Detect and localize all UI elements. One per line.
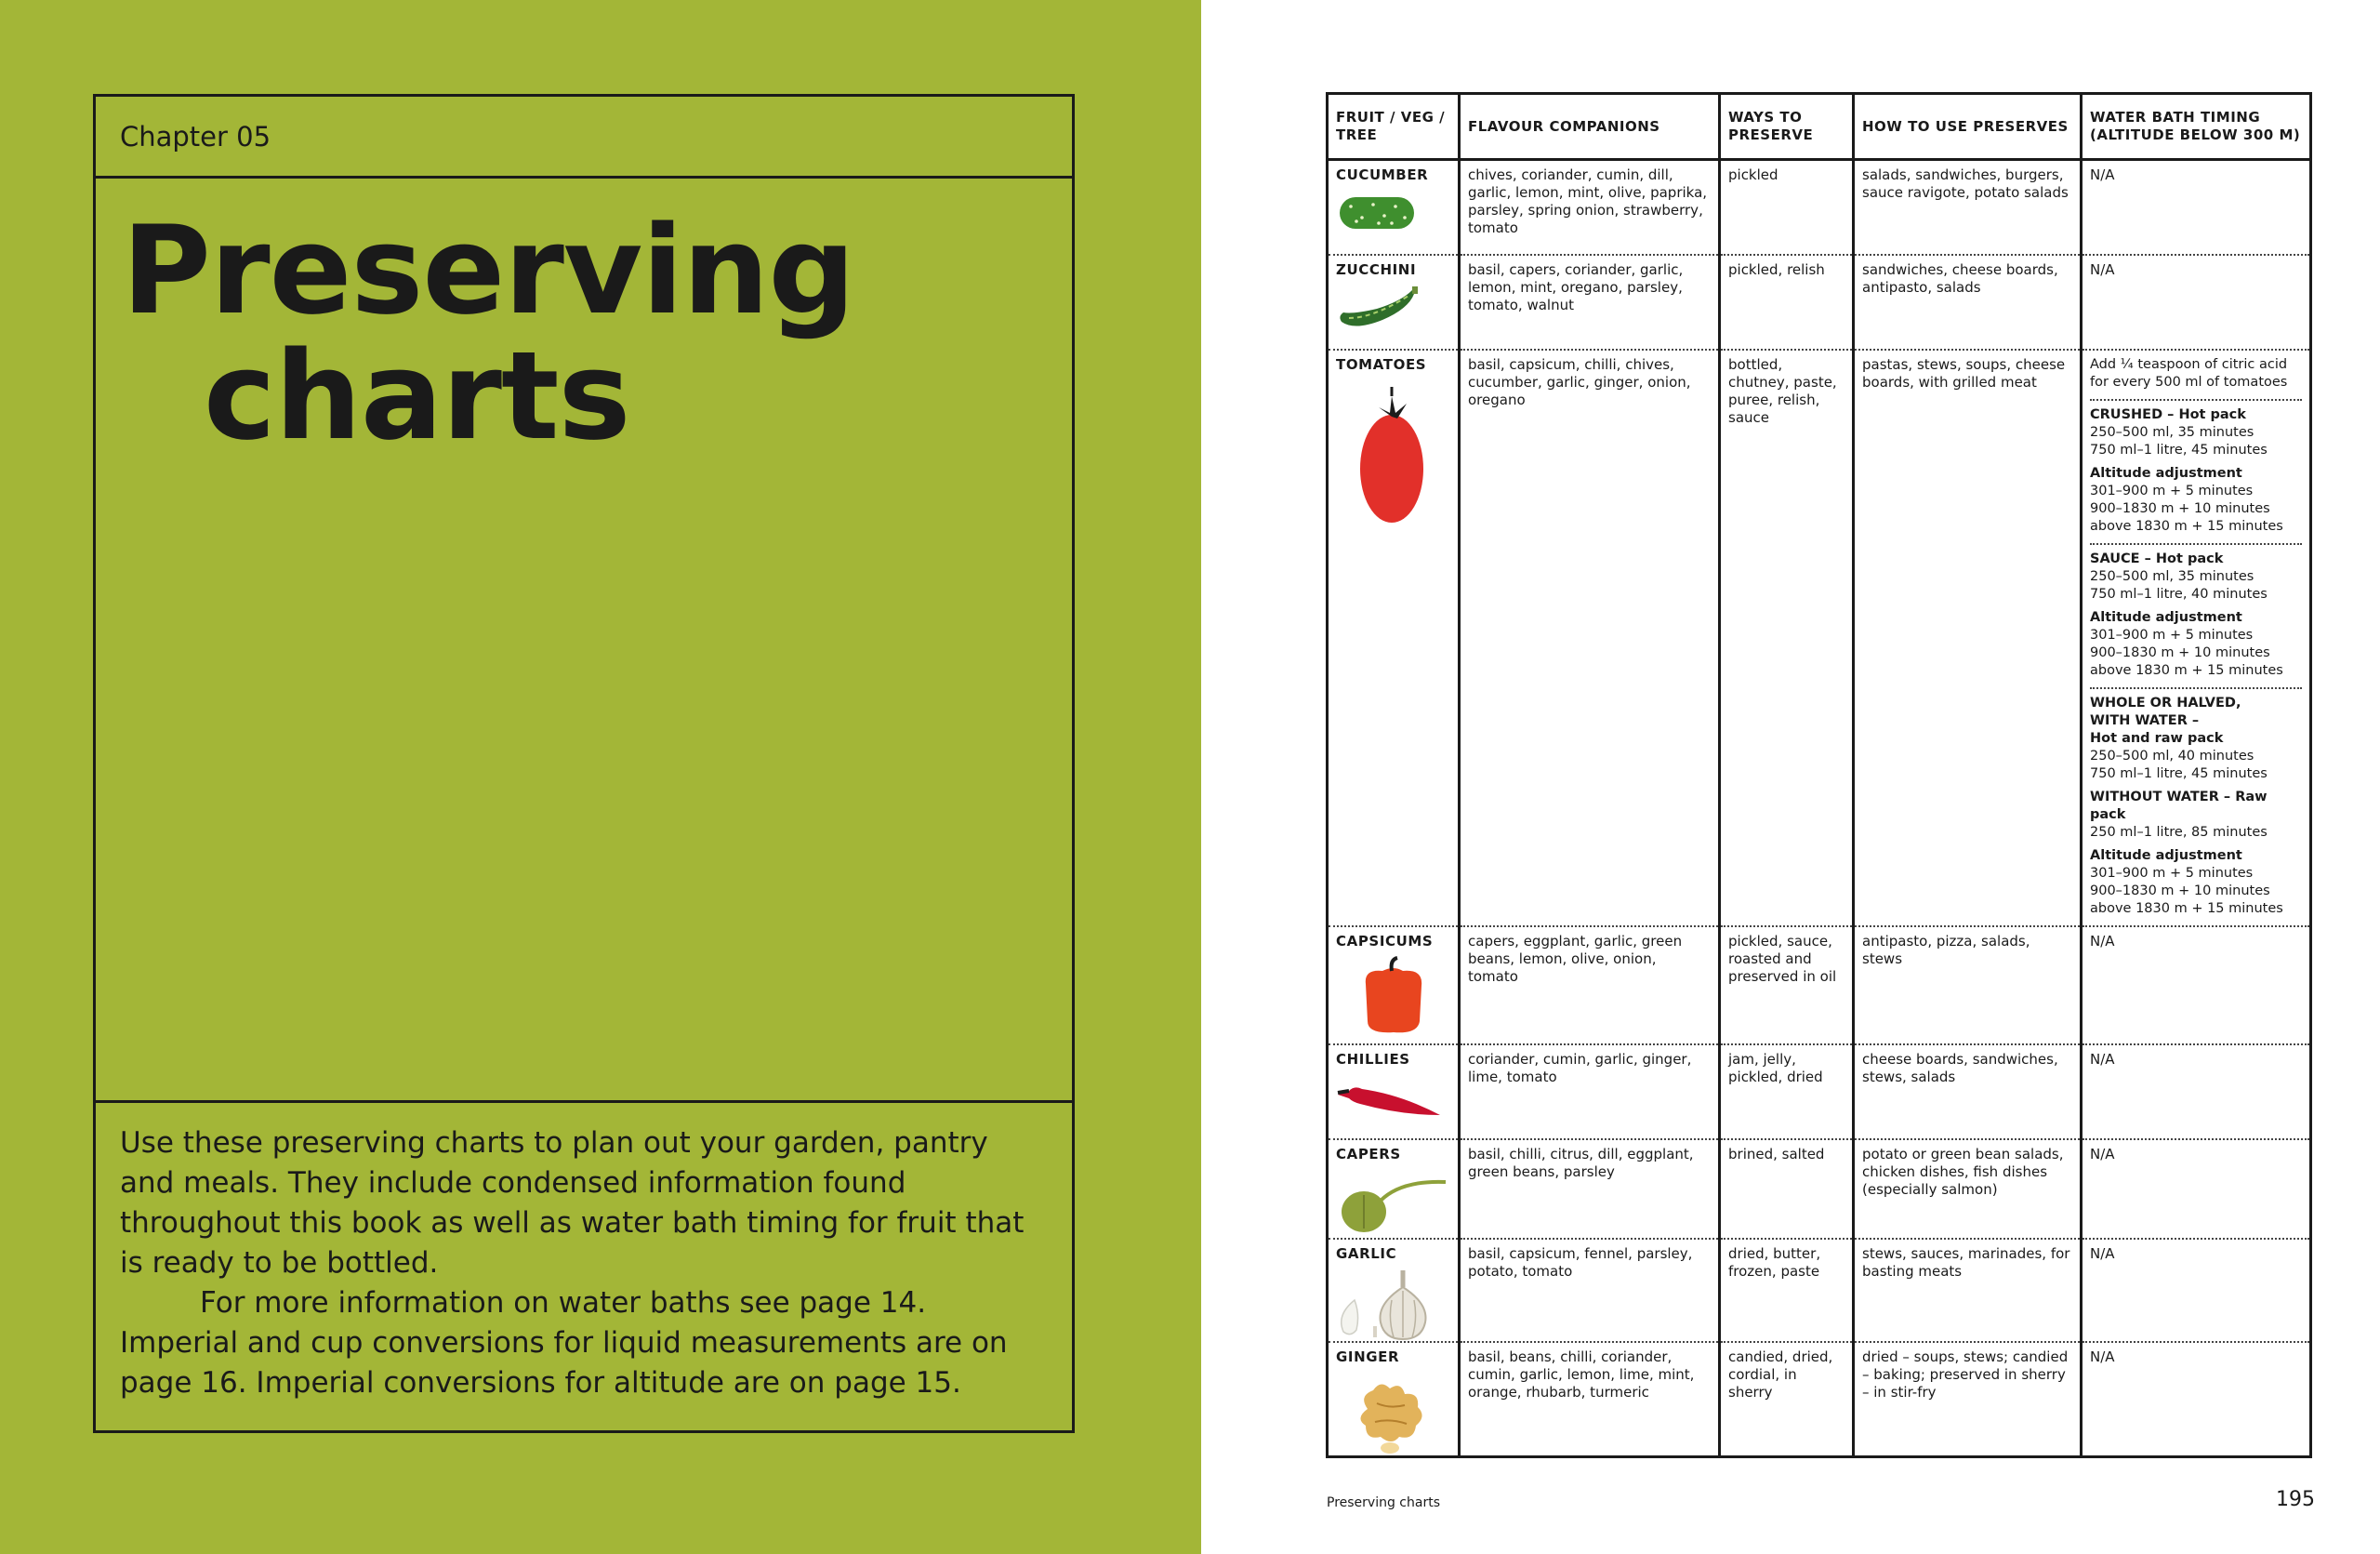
produce-name: CAPERS <box>1336 1145 1401 1162</box>
companions-cell: basil, capsicum, fennel, parsley, potato, tomato <box>1460 1239 1720 1342</box>
cucumber-icon <box>1336 190 1420 234</box>
companions-cell: basil, capers, coriander, garlic, lemon, mint, oregano, parsley, tomato, walnut <box>1460 255 1720 350</box>
produce-name: TOMATOES <box>1336 355 1427 373</box>
produce-cell <box>1328 255 1460 350</box>
preserve-cell: jam, jelly, pickled, dried <box>1720 1044 1854 1139</box>
companions-cell: basil, beans, chilli, coriander, cumin, garlic, lemon, lime, mint, orange, rhubarb, turmeric <box>1460 1342 1720 1457</box>
preserve-cell: pickled, sauce, roasted and preserved in oil <box>1720 926 1854 1044</box>
tomato-icon <box>1343 383 1436 532</box>
table-row <box>1328 255 2311 350</box>
produce-cell <box>1328 1044 1460 1139</box>
header-use: HOW TO USE PRESERVES <box>1854 94 2082 160</box>
wb-citric-note: Add ¼ teaspoon of citric acid for every 500 ml of tomatoes <box>2090 356 2288 390</box>
companions-cell: coriander, cumin, garlic, ginger, lime, tomato <box>1460 1044 1720 1139</box>
wb-whole: WHOLE OR HALVED, WITH WATER – Hot and raw pack 250–500 ml, 40 minutes 750 ml–1 litre, 45 minutes WITHOUT WATER – Raw pack 250 ml–1 litre, 85 minutes Altitude adjustment 301–900 m + 5 minutes 900–1830 m + 10 minutes above 1830 m + 15 minutes <box>2090 687 2302 925</box>
use-cell: stews, sauces, marinades, for basting meats <box>1854 1239 2082 1342</box>
produce-name: CAPSICUMS <box>1336 932 1434 950</box>
use-cell: sandwiches, cheese boards, antipasto, salads <box>1854 255 2082 350</box>
produce-cell <box>1328 1139 1460 1239</box>
produce-name: GARLIC <box>1336 1244 1397 1262</box>
zucchini-icon <box>1336 285 1421 337</box>
use-cell: cheese boards, sandwiches, stews, salads <box>1854 1044 2082 1139</box>
caper-icon <box>1336 1169 1451 1238</box>
produce-name: CHILLIES <box>1336 1050 1410 1068</box>
chilli-icon <box>1336 1074 1448 1121</box>
water-bath-cell: N/A <box>2082 1239 2311 1342</box>
header-produce: FRUIT / VEG / TREE <box>1328 94 1460 160</box>
produce-cell <box>1328 1239 1460 1342</box>
use-cell: potato or green bean salads, chicken dishes, fish dishes (especially salmon) <box>1854 1139 2082 1239</box>
chapter-box <box>93 94 1075 1433</box>
produce-cell <box>1328 350 1460 926</box>
companions-cell: basil, chilli, citrus, dill, eggplant, green beans, parsley <box>1460 1139 1720 1239</box>
table-header-row <box>1328 94 2311 160</box>
water-bath-cell: N/A <box>2082 1342 2311 1457</box>
table-row <box>1328 1342 2311 1457</box>
page-number: 195 <box>2276 1488 2315 1511</box>
companions-cell: capers, eggplant, garlic, green beans, lemon, olive, onion, tomato <box>1460 926 1720 1044</box>
table-row <box>1328 926 2311 1044</box>
preserve-cell: bottled, chutney, paste, puree, relish, sauce <box>1720 350 1854 926</box>
preserve-cell: pickled, relish <box>1720 255 1854 350</box>
produce-cell <box>1328 160 1460 255</box>
chapter-bar <box>96 97 1072 179</box>
water-bath-cell: N/A <box>2082 1139 2311 1239</box>
capsicum-icon <box>1355 956 1438 1036</box>
produce-cell <box>1328 1342 1460 1457</box>
intro-paragraph-2: For more information on water baths see page 14. Imperial and cup conversions for liquid measurements are on page 16. Imperial conversions for altitude are on page 15. <box>120 1286 1008 1400</box>
garlic-icon <box>1336 1268 1446 1341</box>
wb-crushed: CRUSHED – Hot pack 250–500 ml, 35 minutes 750 ml–1 litre, 45 minutes Altitude adjustment 301–900 m + 5 minutes 900–1830 m + 10 minutes above 1830 m + 15 minutes <box>2090 399 2302 543</box>
produce-name: CUCUMBER <box>1336 166 1429 183</box>
table-row <box>1328 160 2311 255</box>
ginger-icon <box>1349 1372 1438 1455</box>
use-cell: antipasto, pizza, salads, stews <box>1854 926 2082 1044</box>
title-line-1: Preserving <box>122 199 855 341</box>
companions-cell: chives, coriander, cumin, dill, garlic, lemon, mint, olive, paprika, parsley, spring onion, strawberry, tomato <box>1460 160 1720 255</box>
preserve-cell: dried, butter, frozen, paste <box>1720 1239 1854 1342</box>
produce-cell <box>1328 926 1460 1044</box>
water-bath-cell: N/A <box>2082 926 2311 1044</box>
header-companions: FLAVOUR COMPANIONS <box>1460 94 1720 160</box>
produce-name: ZUCCHINI <box>1336 260 1417 278</box>
preserve-cell: brined, salted <box>1720 1139 1854 1239</box>
table-row <box>1328 350 2311 926</box>
chapter-title <box>122 199 855 467</box>
preserve-cell: pickled <box>1720 160 1854 255</box>
preserving-chart-table <box>1326 92 2312 1458</box>
chapter-label: Chapter 05 <box>120 120 271 153</box>
table-row <box>1328 1044 2311 1139</box>
intro-block <box>96 1100 1072 1430</box>
water-bath-cell: N/A <box>2082 160 2311 255</box>
title-line-2: charts <box>204 324 630 467</box>
intro-paragraph-1: Use these preserving charts to plan out your garden, pantry and meals. They include condensed information found throughout this book as well as water bath timing for fruit that is ready to be bottled. <box>120 1126 1025 1280</box>
water-bath-cell: N/A <box>2082 1044 2311 1139</box>
use-cell: salads, sandwiches, burgers, sauce ravigote, potato salads <box>1854 160 2082 255</box>
water-bath-cell <box>2082 350 2311 926</box>
table-row <box>1328 1139 2311 1239</box>
use-cell: dried – soups, stews; candied – baking; preserved in sherry – in stir-fry <box>1854 1342 2082 1457</box>
header-preserve: WAYS TO PRESERVE <box>1720 94 1854 160</box>
use-cell: pastas, stews, soups, cheese boards, with grilled meat <box>1854 350 2082 926</box>
running-footer-title: Preserving charts <box>1327 1495 1440 1510</box>
water-bath-cell: N/A <box>2082 255 2311 350</box>
wb-sauce: SAUCE – Hot pack 250–500 ml, 35 minutes 750 ml–1 litre, 40 minutes Altitude adjustment 301–900 m + 5 minutes 900–1830 m + 10 minutes above 1830 m + 15 minutes <box>2090 543 2302 687</box>
table-row <box>1328 1239 2311 1342</box>
preserve-cell: candied, dried, cordial, in sherry <box>1720 1342 1854 1457</box>
produce-name: GINGER <box>1336 1348 1400 1365</box>
header-water-bath: WATER BATH TIMING (ALTITUDE BELOW 300 M) <box>2082 94 2311 160</box>
companions-cell: basil, capsicum, chilli, chives, cucumber, garlic, ginger, onion, oregano <box>1460 350 1720 926</box>
